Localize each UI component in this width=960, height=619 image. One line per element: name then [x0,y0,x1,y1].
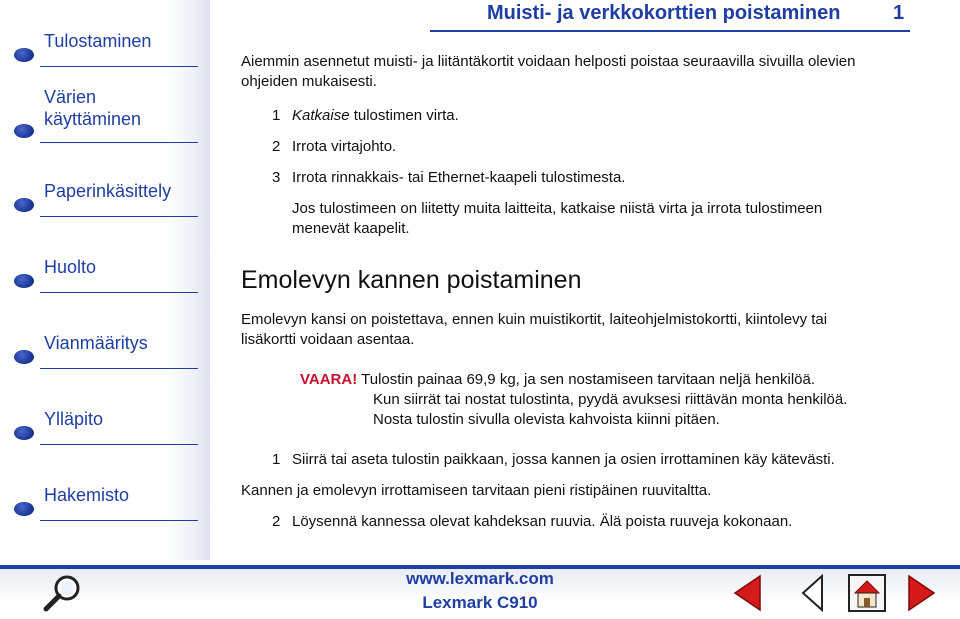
warning-line-1: Tulostin painaa 69,9 kg, ja sen nostamiseen tarvitaan neljä henkilöä. [357,371,816,388]
bullet-icon [14,198,34,212]
step-item [272,450,835,470]
intro-line-2: ohjeiden mukaisesti. [241,73,377,90]
step-text: Irrota rinnakkais- tai Ethernet-kaapeli tulostimesta. [292,169,626,186]
sidebar-item-yllapito[interactable] [14,409,184,440]
sidebar-item-varien-kayttaminen[interactable] [14,87,184,138]
header-divider [430,30,910,32]
sidebar-item-label: Vianmääritys [44,333,148,353]
sidebar-item-vianmaaritys[interactable] [14,333,184,364]
sidebar-item-underline [40,368,198,369]
step-number: 2 [272,513,281,530]
step-item [272,512,792,532]
step-number: 1 [272,451,281,468]
arrow-left-icon[interactable] [732,574,764,612]
footer-url-link[interactable]: www.lexmark.com [406,569,554,588]
bullet-icon [14,502,34,516]
step-item [272,137,396,157]
sidebar-item-hakemisto[interactable] [14,485,184,516]
section-paragraph [241,310,827,350]
note-paragraph [292,199,822,239]
magnifier-icon[interactable] [40,572,86,614]
arrow-right-icon[interactable] [905,574,937,612]
sidebar-item-tulostaminen[interactable] [14,31,184,62]
step-item [272,168,625,188]
section-heading: Emolevyn kannen poistaminen [241,266,582,294]
warning-label: VAARA! [300,371,358,388]
sidebar-item-label-line2: käyttäminen [44,109,142,129]
step-text: Siirrä tai aseta tulostin paikkaan, jossa kannen ja osien irrottaminen käy kätevästi. [292,451,835,468]
sidebar-item-label: Ylläpito [44,409,104,429]
note-line-1: Jos tulostimeen on liitetty muita laitteita, katkaise niistä virta ja irrota tulostimeen [292,200,823,217]
page-title: Muisti- ja verkkokorttien poistaminen [487,2,841,24]
sidebar-item-paperinkasittely[interactable] [14,181,184,212]
sidebar-item-underline [40,216,198,217]
sidebar-item-label-line1: Värien [44,87,97,107]
back-icon[interactable] [800,574,826,612]
step-item [272,106,459,126]
page-number: 1 [893,2,905,24]
home-icon[interactable] [845,573,889,613]
sidebar-item-underline [40,520,198,521]
sidebar-item-label: Huolto [44,257,97,277]
sidebar-item-label: Hakemisto [44,485,130,505]
sidebar-item-huolto[interactable] [14,257,184,288]
bullet-icon [14,274,34,288]
bullet-icon [14,124,34,138]
sidebar-item-underline [40,292,198,293]
section-line-1: Emolevyn kansi on poistettava, ennen kuin muistikortit, laiteohjelmistokortti, kiintolevy tai [241,311,828,328]
footer-model: Lexmark C910 [422,593,538,612]
bullet-icon [14,48,34,62]
step-text: tulostimen virta. [349,107,459,124]
bullet-icon [14,426,34,440]
section-line-2: lisäkortti voidaan asentaa. [241,331,415,348]
sidebar-item-label: Paperinkäsittely [44,181,172,201]
warning-block [300,370,847,430]
tools-note: Kannen ja emolevyn irrottamiseen tarvitaan pieni ristipäinen ruuvitaltta. [241,482,712,499]
warning-line-2: Kun siirrät tai nostat tulostinta, pyydä avuksesi riittävän monta henkilöä. [373,391,848,408]
step-number: 1 [272,107,281,124]
sidebar-item-underline [40,142,198,143]
sidebar-item-label [44,86,141,130]
step-number: 2 [272,138,281,155]
warning-line-3: Nosta tulostin sivulla olevista kahvoista kiinni pitäen. [373,411,720,428]
sidebar-item-underline [40,66,198,67]
intro-paragraph [241,52,855,92]
step-number: 3 [272,169,281,186]
intro-line-1: Aiemmin asennetut muisti- ja liitäntäkortit voidaan helposti poistaa seuraavilla sivuilla olevien [241,53,856,70]
sidebar [0,0,210,560]
note-line-2: menevät kaapelit. [292,220,410,237]
sidebar-item-label: Tulostaminen [44,31,152,51]
sidebar-item-underline [40,444,198,445]
step-text: Irrota virtajohto. [292,138,397,155]
step-emphasis: Katkaise [292,107,350,124]
bullet-icon [14,350,34,364]
step-text: Löysennä kannessa olevat kahdeksan ruuvia. Älä poista ruuveja kokonaan. [292,513,793,530]
